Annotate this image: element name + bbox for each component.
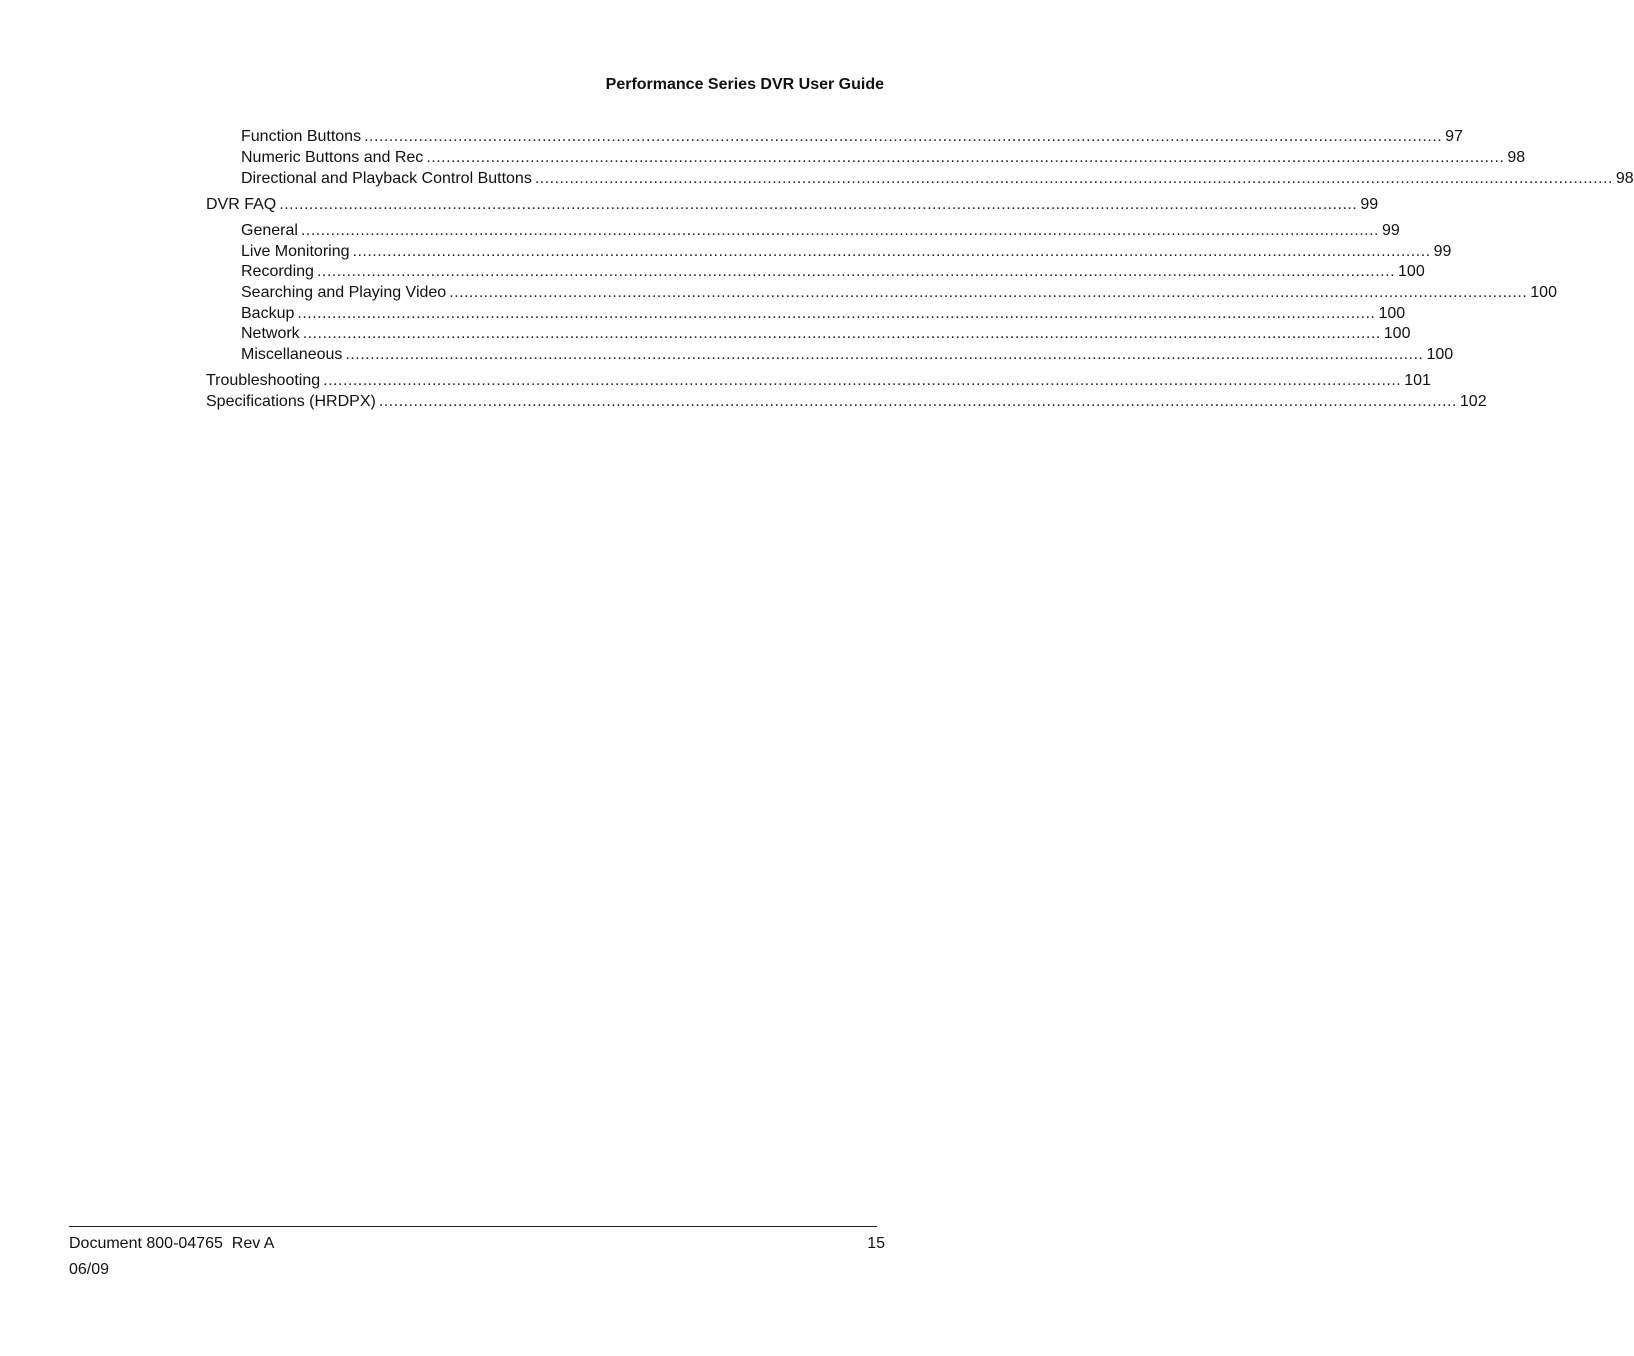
toc-entry-page: 100 xyxy=(1426,346,1454,363)
toc-entry-title: Searching and Playing Video xyxy=(241,284,447,301)
toc-entry-recording[interactable] xyxy=(241,262,1425,282)
toc-entry-page: 97 xyxy=(1445,128,1463,145)
toc-entry-specifications[interactable] xyxy=(206,392,1487,412)
toc-entry-general[interactable] xyxy=(241,221,1400,241)
toc-entry-page: 100 xyxy=(1398,263,1425,280)
footer-page-number: 15 xyxy=(867,1235,885,1252)
toc-dot-leader: .......................................................................................................................................................................................................................... xyxy=(323,372,1402,389)
toc-dot-leader: .......................................................................................................................................................................................................................... xyxy=(302,325,1381,342)
footer-document-id: Document 800-04765 Rev A xyxy=(69,1235,275,1252)
toc-dot-leader: .......................................................................................................................................................................................................................... xyxy=(378,393,1457,410)
toc-entry-page: 98 xyxy=(1615,170,1634,187)
toc-entry-page: 98 xyxy=(1507,149,1526,166)
toc-dot-leader: .......................................................................................................................................................................................................................... xyxy=(300,222,1379,239)
toc-entry-title: Backup xyxy=(241,305,295,322)
footer-date: 06/09 xyxy=(69,1261,110,1278)
toc-entry-title: Specifications (HRDPX) xyxy=(206,393,376,410)
footer-divider xyxy=(69,1226,877,1227)
toc-entry-searching-playing[interactable] xyxy=(241,283,1557,303)
toc-entry-title: Function Buttons xyxy=(241,128,362,145)
toc-entry-network[interactable] xyxy=(241,324,1411,344)
toc-dot-leader: .......................................................................................................................................................................................................................... xyxy=(297,305,1376,322)
toc-dot-leader: .......................................................................................................................................................................................................................... xyxy=(426,149,1505,166)
toc-entry-page: 99 xyxy=(1360,196,1379,213)
toc-entry-troubleshooting[interactable] xyxy=(206,371,1431,391)
toc-dot-leader: .......................................................................................................................................................................................................................... xyxy=(352,243,1431,260)
toc-entry-miscellaneous[interactable] xyxy=(241,345,1454,365)
toc-entry-directional-buttons[interactable] xyxy=(241,169,1634,189)
toc-entry-dvr-faq[interactable] xyxy=(206,195,1379,215)
toc-entry-page: 100 xyxy=(1530,284,1557,301)
toc-entry-page: 100 xyxy=(1378,305,1406,322)
toc-dot-leader: .......................................................................................................................................................................................................................... xyxy=(364,128,1443,145)
toc-entry-title: Troubleshooting xyxy=(206,372,321,389)
toc-dot-leader: .......................................................................................................................................................................................................................... xyxy=(449,284,1528,301)
toc-entry-page: 100 xyxy=(1383,325,1411,342)
toc-entry-title: Network xyxy=(241,325,300,342)
toc-dot-leader: .......................................................................................................................................................................................................................... xyxy=(279,196,1358,213)
toc-entry-page: 99 xyxy=(1433,243,1452,260)
toc-entry-title: Live Monitoring xyxy=(241,243,350,260)
toc-entry-live-monitoring[interactable] xyxy=(241,242,1452,262)
toc-entry-title: Miscellaneous xyxy=(241,346,343,363)
toc-entry-title: DVR FAQ xyxy=(206,196,277,213)
toc-dot-leader: .......................................................................................................................................................................................................................... xyxy=(316,263,1396,280)
toc-entry-page: 102 xyxy=(1459,393,1487,410)
toc-entry-page: 99 xyxy=(1382,222,1400,239)
toc-entry-title: Numeric Buttons and Rec xyxy=(241,149,424,166)
toc-entry-title: Directional and Playback Control Buttons xyxy=(241,170,532,187)
page-header-title: Performance Series DVR User Guide xyxy=(605,76,884,93)
toc-dot-leader: .......................................................................................................................................................................................................................... xyxy=(534,170,1613,187)
toc-dot-leader: .......................................................................................................................................................................................................................... xyxy=(345,346,1424,363)
toc-entry-title: Recording xyxy=(241,263,314,280)
toc-entry-backup[interactable] xyxy=(241,304,1406,324)
toc-entry-function-buttons[interactable] xyxy=(241,127,1463,147)
toc-entry-numeric-buttons[interactable] xyxy=(241,148,1526,168)
toc-entry-page: 101 xyxy=(1404,372,1431,389)
toc-entry-title: General xyxy=(241,222,298,239)
